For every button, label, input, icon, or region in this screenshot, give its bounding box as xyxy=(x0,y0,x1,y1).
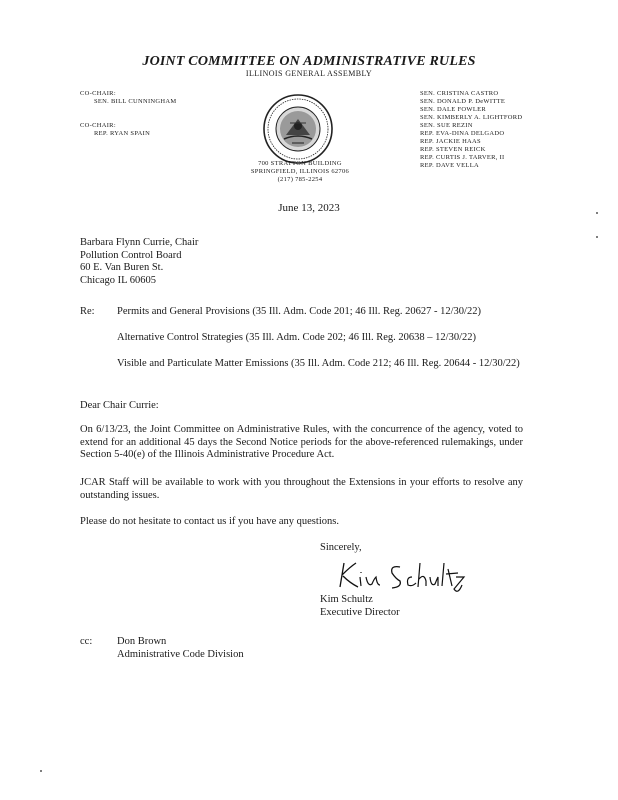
address-line: (217) 785-2254 xyxy=(277,176,323,183)
address-line: 700 STRATTON BUILDING xyxy=(258,160,342,167)
member-name: SEN. CRISTINA CASTRO xyxy=(420,90,499,97)
cc-list xyxy=(117,636,244,661)
recipient-line: Pollution Control Board xyxy=(80,249,182,261)
member-name: SEN. DONALD P. DeWITTE xyxy=(420,98,506,105)
cc-label: cc: xyxy=(80,636,93,647)
body-paragraph: Please do not hesitate to contact us if you have any questions. xyxy=(80,516,339,527)
member-name: REP. JACKIE HAAS xyxy=(420,138,481,145)
member-name: REP. CURTIS J. TARVER, II xyxy=(420,154,505,161)
closing: Sincerely, xyxy=(320,542,362,553)
recipient-line: 60 E. Van Buren St. xyxy=(80,262,164,273)
cochair-name: REP. RYAN SPAIN xyxy=(94,130,151,137)
scan-speck xyxy=(596,236,598,238)
committee-title: JOINT COMMITTEE ON ADMINISTRATIVE RULES xyxy=(142,54,476,69)
state-seal-icon xyxy=(262,93,334,165)
recipient-line: Barbara Flynn Currie, Chair xyxy=(80,237,199,248)
cc-recipient: Don Brown xyxy=(117,636,167,647)
signer-block xyxy=(320,594,400,619)
re-label: Re: xyxy=(80,306,95,317)
cochair-block xyxy=(80,122,150,138)
cochair-label: CO-CHAIR: xyxy=(80,122,116,129)
handwritten-signature xyxy=(328,555,468,595)
member-list xyxy=(420,90,522,170)
member-name: SEN. SUE REZIN xyxy=(420,122,473,129)
signer-title: Executive Director xyxy=(320,606,400,618)
member-name: REP. DAVE VELLA xyxy=(420,162,479,169)
committee-address xyxy=(240,160,360,184)
re-item: Permits and General Provisions (35 Ill. Adm. Code 201; 46 Ill. Reg. 20627 - 12/30/22) xyxy=(117,306,481,317)
member-name: REP. STEVEN REICK xyxy=(420,146,486,153)
recipient-line: Chicago IL 60605 xyxy=(80,274,157,286)
cochair-name: SEN. BILL CUNNINGHAM xyxy=(94,98,177,105)
cochair-label: CO-CHAIR: xyxy=(80,90,116,97)
member-name: SEN. KIMBERLY A. LIGHTFORD xyxy=(420,114,523,121)
cc-recipient: Administrative Code Division xyxy=(117,648,244,660)
body-paragraph: On 6/13/23, the Joint Committee on Administrative Rules, with the concurrence of the agency, voted to extend for an additional 45 days the Second Notice periods for the above-referenced rulemakings, under Section 5-40(e) of the Illinois Administrative Procedure Act. xyxy=(80,424,523,460)
cochair-block xyxy=(80,90,177,106)
scan-speck xyxy=(596,212,598,214)
recipient-block xyxy=(80,237,198,287)
body-paragraph: JCAR Staff will be available to work with you throughout the Extensions in your efforts to resolve any outstanding issues. xyxy=(80,477,523,501)
assembly-subtitle: ILLINOIS GENERAL ASSEMBLY xyxy=(245,69,373,78)
signer-name: Kim Schultz xyxy=(320,594,373,605)
letter-date: June 13, 2023 xyxy=(278,202,340,214)
re-item: Alternative Control Strategies (35 Ill. Adm. Code 202; 46 Ill. Reg. 20638 – 12/30/22) xyxy=(117,332,476,343)
scan-speck xyxy=(40,770,42,772)
member-name: SEN. DALE FOWLER xyxy=(420,106,487,113)
salutation: Dear Chair Currie: xyxy=(80,400,159,411)
re-item: Visible and Particulate Matter Emissions (35 Ill. Adm. Code 212; 46 Ill. Reg. 20644 - 12/30/22) xyxy=(117,358,520,369)
member-name: REP. EVA-DINA DELGADO xyxy=(420,130,505,137)
address-line: SPRINGFIELD, ILLINOIS 62706 xyxy=(250,168,350,175)
